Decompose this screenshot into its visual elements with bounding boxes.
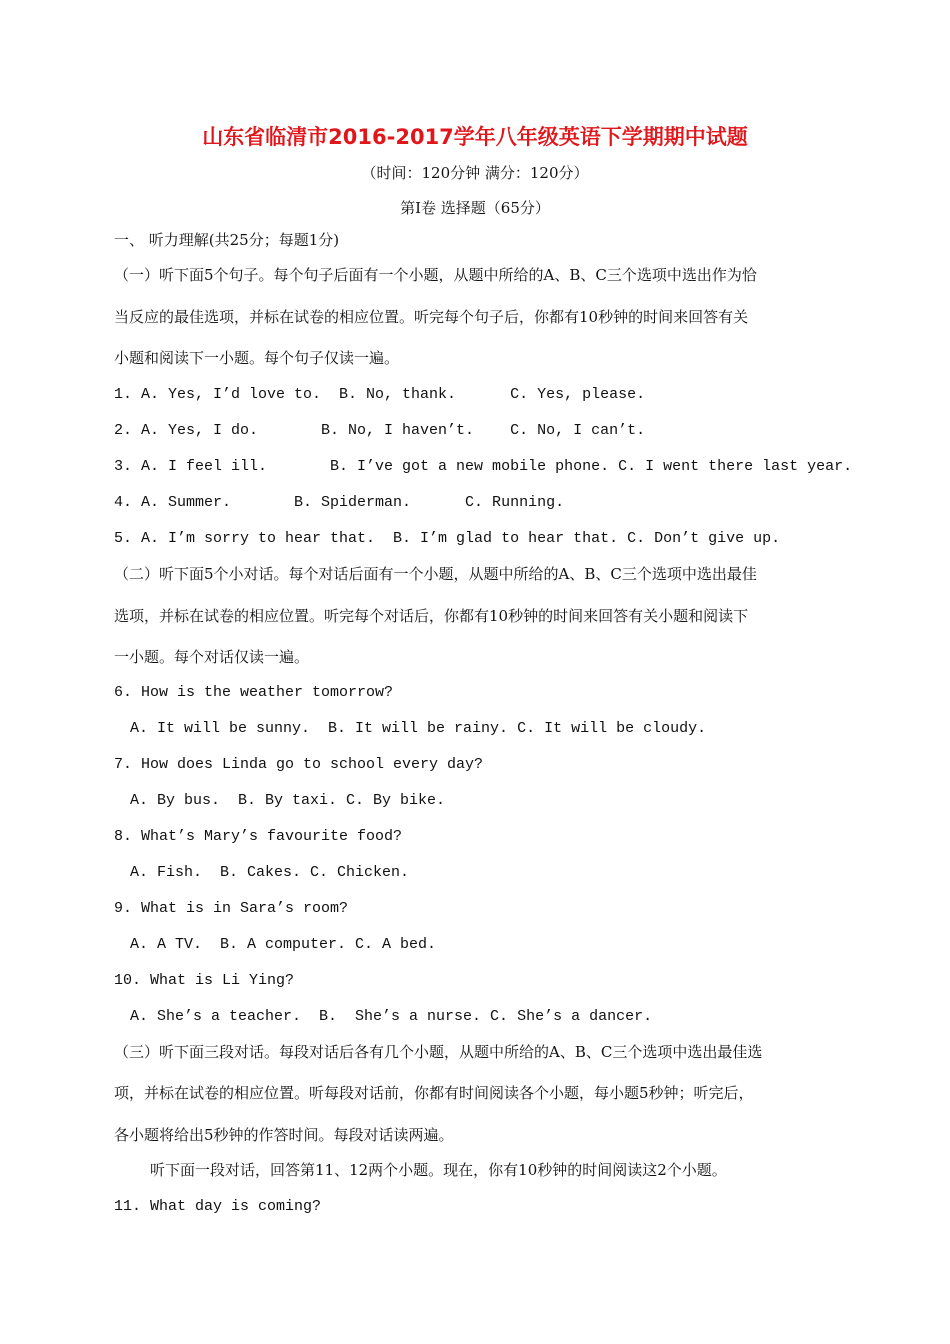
sub2-instruction-line: （二）听下面5个小对话。每个对话后面有一个小题，从题中所给的A、B、C三个选项中选出最佳 (114, 565, 757, 583)
question-item: 3. A. I feel ill. B. I’ve got a new mobile phone. C. I went there last year. (114, 458, 853, 475)
sub2-instruction-line: 选项，并标在试卷的相应位置。听完每个对话后，你都有10秒钟的时间来回答有关小题和阅读下 (114, 607, 749, 625)
question-item: 1. A. Yes, I’d love to. B. No, thank. C. Yes, please. (114, 386, 646, 403)
sub3-instruction-line: 项，并标在试卷的相应位置。听每段对话前，你都有时间阅读各个小题，每小题5秒钟；听完后， (114, 1084, 754, 1102)
question-stem: 11. What day is coming? (114, 1198, 322, 1215)
sub3-instruction-line: 各小题将给出5秒钟的作答时间。每段对话读两遍。 (114, 1126, 454, 1144)
question-stem: 9. What is in Sara’s room? (114, 900, 349, 917)
section-title: 第Ⅰ卷 选择题（65分） (400, 199, 550, 217)
exam-info: （时间：120分钟 满分：120分） (361, 164, 589, 182)
question-options: A. By bus. B. By taxi. C. By bike. (130, 792, 446, 809)
page-title: 山东省临清市2016-2017学年八年级英语下学期期中试题 (202, 125, 748, 149)
sub1-instruction-line: 当反应的最佳选项，并标在试卷的相应位置。听完每个句子后，你都有10秒钟的时间来回答有关 (114, 308, 749, 326)
question-options: A. Fish. B. Cakes. C. Chicken. (130, 864, 410, 881)
question-item: 5. A. I’m sorry to hear that. B. I’m glad to hear that. C. Don’t give up. (114, 530, 781, 547)
question-options: A. A TV. B. A computer. C. A bed. (130, 936, 437, 953)
sub3-instruction-line: （三）听下面三段对话。每段对话后各有几个小题，从题中所给的A、B、C三个选项中选出最佳选 (114, 1043, 763, 1061)
question-item: 4. A. Summer. B. Spiderman. C. Running. (114, 494, 565, 511)
question-item: 2. A. Yes, I do. B. No, I haven’t. C. No, I can’t. (114, 422, 646, 439)
question-stem: 8. What’s Mary’s favourite food? (114, 828, 403, 845)
part1-heading: 一、 听力理解(共25分；每题1分) (114, 231, 340, 249)
question-stem: 10. What is Li Ying? (114, 972, 295, 989)
sub3-lead: 听下面一段对话，回答第11、12两个小题。现在，你有10秒钟的时间阅读这2个小题。 (150, 1161, 727, 1179)
question-stem: 6. How is the weather tomorrow? (114, 684, 394, 701)
question-options: A. It will be sunny. B. It will be rainy. C. It will be cloudy. (130, 720, 707, 737)
sub1-instruction-line: （一）听下面5个句子。每个句子后面有一个小题，从题中所给的A、B、C三个选项中选出作为恰 (114, 266, 757, 284)
sub1-instruction-line: 小题和阅读下一小题。每个句子仅读一遍。 (114, 349, 400, 367)
question-options: A. She’s a teacher. B. She’s a nurse. C. She’s a dancer. (130, 1008, 653, 1025)
sub2-instruction-line: 一小题。每个对话仅读一遍。 (114, 648, 310, 666)
question-stem: 7. How does Linda go to school every day? (114, 756, 484, 773)
